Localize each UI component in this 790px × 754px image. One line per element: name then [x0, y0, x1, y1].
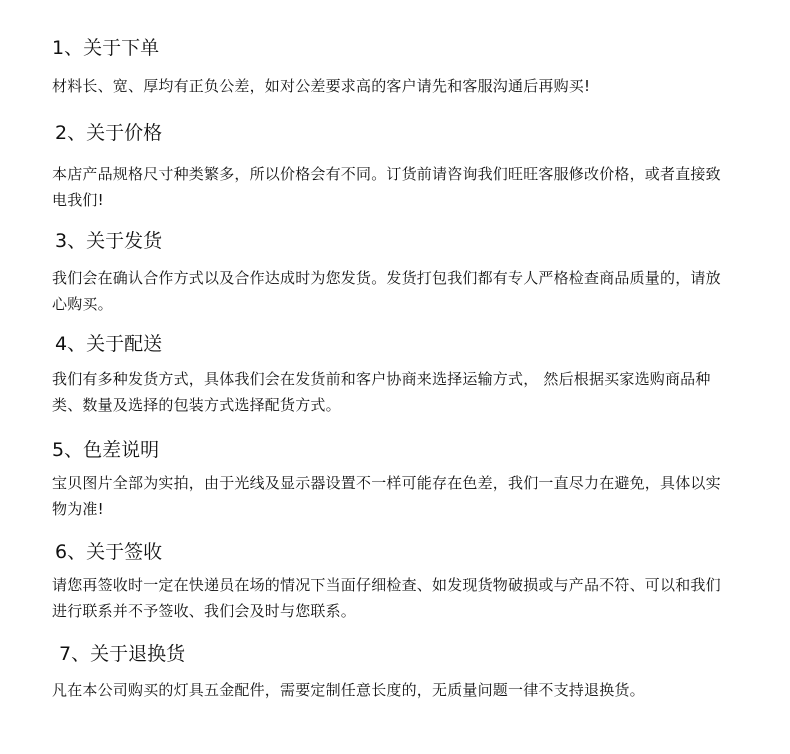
section-body-pricing: 本店产品规格尺寸种类繁多，所以价格会有不同。订货前请咨询我们旺旺客服修改价格，或者直接致电我们!	[52, 165, 721, 209]
section-body-color-difference: 宝贝图片全部为实拍，由于光线及显示器设置不一样可能存在色差，我们一直尽力在避免，具体以实物为准!	[52, 474, 721, 518]
section-heading-ordering: 1、关于下单	[52, 37, 160, 59]
section-heading-returns: 7、关于退换货	[59, 643, 186, 665]
section-body-delivery: 我们有多种发货方式，具体我们会在发货前和客户协商来选择运输方式， 然后根据买家选购商品种类、数量及选择的包装方式选择配货方式。	[52, 370, 711, 414]
section-heading-color-difference: 5、色差说明	[52, 439, 160, 461]
section-body-returns: 凡在本公司购买的灯具五金配件，需要定制任意长度的，无质量问题一律不支持退换货。	[52, 681, 645, 699]
section-heading-delivery: 4、关于配送	[55, 333, 163, 355]
section-body-shipping: 我们会在确认合作方式以及合作达成时为您发货。发货打包我们都有专人严格检查商品质量的，请放心购买。	[52, 269, 721, 313]
section-body-receipt: 请您再签收时一定在快递员在场的情况下当面仔细检查、如发现货物破损或与产品不符、可以和我们进行联系并不予签收、我们会及时与您联系。	[52, 576, 721, 620]
section-heading-shipping: 3、关于发货	[55, 230, 163, 252]
section-body-ordering: 材料长、宽、厚均有正负公差，如对公差要求高的客户请先和客服沟通后再购买!	[52, 77, 591, 95]
section-heading-receipt: 6、关于签收	[55, 541, 163, 563]
section-heading-pricing: 2、关于价格	[55, 122, 163, 144]
